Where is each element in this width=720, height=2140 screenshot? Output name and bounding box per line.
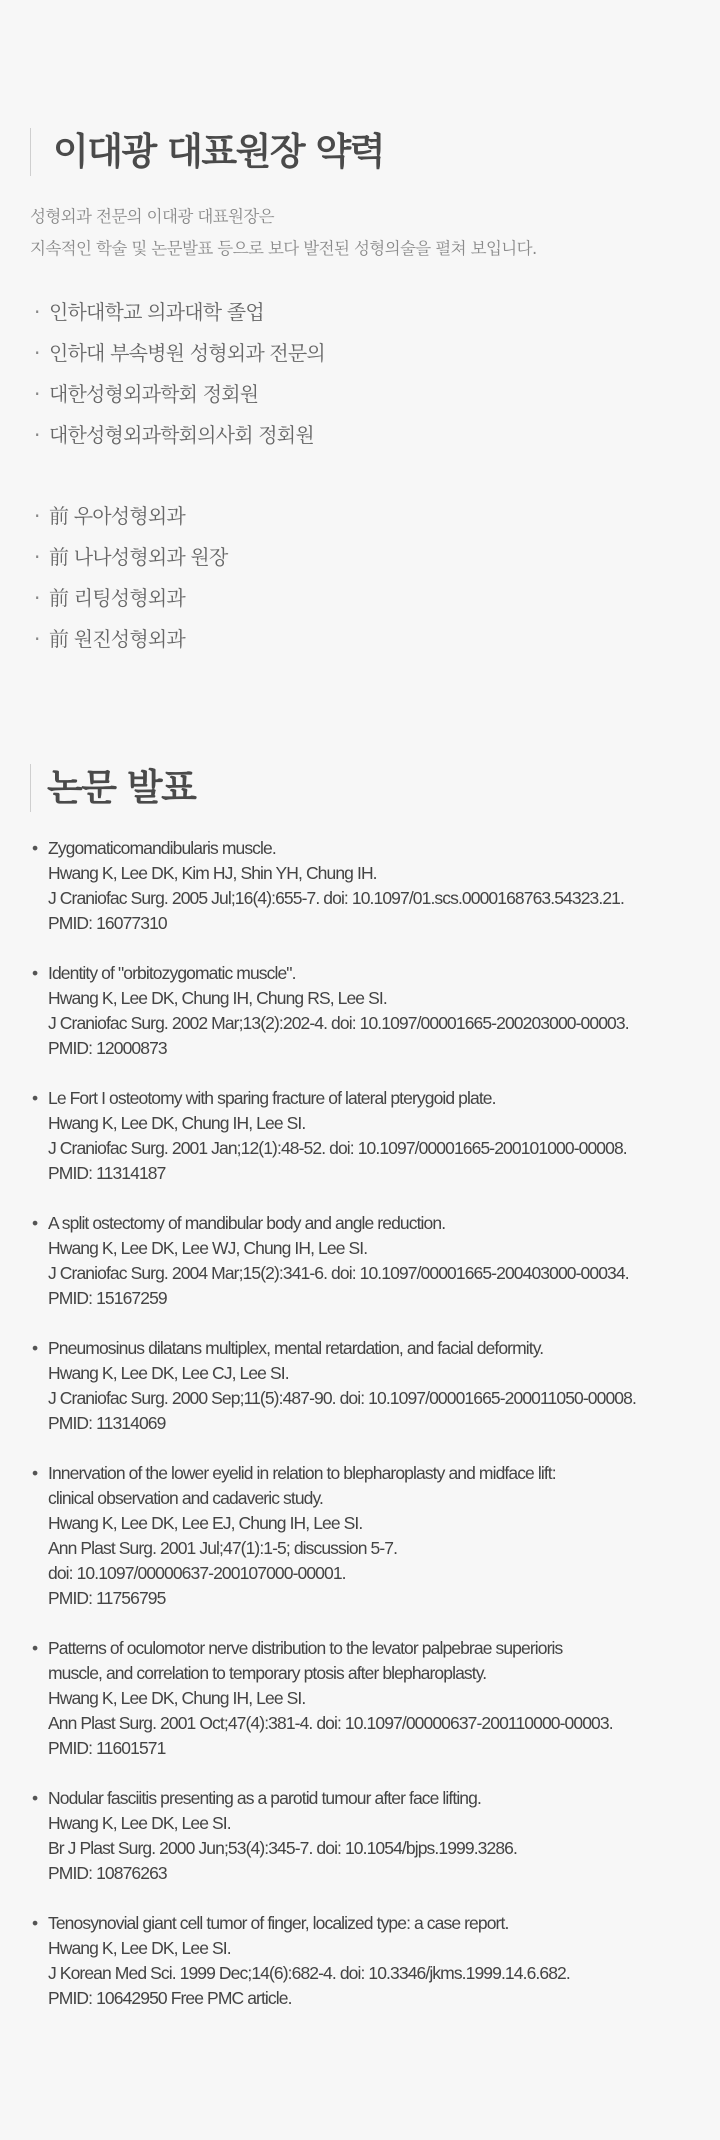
career-item: · 인하대 부속병원 성형외과 전문의: [34, 341, 325, 365]
paper-item: [30, 1086, 710, 1186]
paper-detail: doi: 10.1097/00000637-200107000-00001.: [48, 1563, 346, 1583]
paper-detail: J Craniofac Surg. 2004 Mar;15(2):341-6. doi: 10.1097/00001665-200403000-00034.: [48, 1263, 629, 1283]
paper-detail: Hwang K, Lee DK, Lee SI.: [48, 1813, 231, 1833]
paper-item: [30, 1461, 710, 1611]
bullet-icon: •: [32, 1788, 38, 1808]
bullet-icon: •: [32, 1463, 38, 1483]
paper-title: Patterns of oculomotor nerve distribution to the levator palpebrae superioris: [48, 1638, 563, 1658]
paper-detail: clinical observation and cadaveric study.: [48, 1488, 324, 1508]
paper-detail: Hwang K, Lee DK, Lee EJ, Chung IH, Lee SI.: [48, 1513, 363, 1533]
paper-detail: Ann Plast Surg. 2001 Oct;47(4):381-4. doi: 10.1097/00000637-200110000-00003.: [48, 1713, 613, 1733]
paper-detail: J Korean Med Sci. 1999 Dec;14(6):682-4. doi: 10.3346/jkms.1999.14.6.682.: [48, 1963, 570, 1983]
paper-detail: Hwang K, Lee DK, Chung IH, Chung RS, Lee SI.: [48, 988, 387, 1008]
career-list-previous: [34, 496, 227, 660]
bullet-icon: •: [32, 1088, 38, 1108]
paper-title: Tenosynovial giant cell tumor of finger, localized type: a case report.: [48, 1913, 509, 1933]
intro-line: 지속적인 학술 및 논문발표 등으로 보다 발전된 성형의술을 펼쳐 보입니다.: [30, 239, 537, 258]
bullet-icon: •: [32, 1338, 38, 1358]
paper-detail: PMID: 11601571: [48, 1738, 166, 1758]
paper-detail: PMID: 15167259: [48, 1288, 167, 1308]
paper-detail: PMID: 11314069: [48, 1413, 166, 1433]
paper-detail: Hwang K, Lee DK, Chung IH, Lee SI.: [48, 1688, 306, 1708]
paper-detail: PMID: 10642950 Free PMC article.: [48, 1988, 292, 2008]
paper-item: [30, 1636, 710, 1761]
paper-detail: Ann Plast Surg. 2001 Jul;47(1):1-5; discussion 5-7.: [48, 1538, 398, 1558]
career-intro: [30, 201, 537, 265]
bullet-icon: •: [32, 838, 38, 858]
career-item: · 前 리팅성형외과: [34, 586, 185, 610]
paper-detail: PMID: 16077310: [48, 913, 167, 933]
paper-title: Identity of "orbitozygomatic muscle".: [48, 963, 296, 983]
paper-item: [30, 1911, 710, 2011]
career-item: · 前 원진성형외과: [34, 627, 185, 651]
paper-detail: Hwang K, Lee DK, Lee SI.: [48, 1938, 231, 1958]
paper-detail: PMID: 11756795: [48, 1588, 166, 1608]
career-item: · 인하대학교 의과대학 졸업: [34, 300, 264, 324]
papers-list: [30, 836, 710, 2036]
paper-item: [30, 836, 710, 936]
paper-title: A split ostectomy of mandibular body and angle reduction.: [48, 1213, 446, 1233]
paper-detail: Hwang K, Lee DK, Lee CJ, Lee SI.: [48, 1363, 289, 1383]
paper-detail: J Craniofac Surg. 2001 Jan;12(1):48-52. doi: 10.1097/00001665-200101000-00008.: [48, 1138, 627, 1158]
papers-title: 논문 발표: [30, 764, 195, 812]
paper-title: Innervation of the lower eyelid in relation to blepharoplasty and midface lift:: [48, 1463, 556, 1483]
paper-detail: J Craniofac Surg. 2002 Mar;13(2):202-4. doi: 10.1097/00001665-200203000-00003.: [48, 1013, 629, 1033]
paper-title: Zygomaticomandibularis muscle.: [48, 838, 276, 858]
bullet-icon: •: [32, 1638, 38, 1658]
paper-detail: Br J Plast Surg. 2000 Jun;53(4):345-7. doi: 10.1054/bjps.1999.3286.: [48, 1838, 517, 1858]
bullet-icon: •: [32, 963, 38, 983]
career-list-education: [34, 292, 325, 456]
paper-detail: Hwang K, Lee DK, Chung IH, Lee SI.: [48, 1113, 306, 1133]
paper-detail: J Craniofac Surg. 2005 Jul;16(4):655-7. doi: 10.1097/01.scs.0000168763.54323.21.: [48, 888, 624, 908]
paper-detail: muscle, and correlation to temporary ptosis after blepharoplasty.: [48, 1663, 487, 1683]
paper-detail: PMID: 11314187: [48, 1163, 166, 1183]
career-item: · 前 우아성형외과: [34, 504, 185, 528]
paper-detail: J Craniofac Surg. 2000 Sep;11(5):487-90. doi: 10.1097/00001665-200011050-00008.: [48, 1388, 636, 1408]
career-item: · 대한성형외과학회의사회 정회원: [34, 423, 314, 447]
paper-item: [30, 1786, 710, 1886]
paper-detail: PMID: 10876263: [48, 1863, 167, 1883]
bullet-icon: •: [32, 1213, 38, 1233]
paper-detail: Hwang K, Lee DK, Kim HJ, Shin YH, Chung IH.: [48, 863, 377, 883]
paper-title: Nodular fasciitis presenting as a parotid tumour after face lifting.: [48, 1788, 481, 1808]
paper-detail: Hwang K, Lee DK, Lee WJ, Chung IH, Lee SI.: [48, 1238, 368, 1258]
career-item: · 대한성형외과학회 정회원: [34, 382, 259, 406]
paper-item: [30, 961, 710, 1061]
career-item: · 前 나나성형외과 원장: [34, 545, 228, 569]
paper-title: Pneumosinus dilatans multiplex, mental retardation, and facial deformity.: [48, 1338, 544, 1358]
paper-title: Le Fort I osteotomy with sparing fracture of lateral pterygoid plate.: [48, 1088, 496, 1108]
bullet-icon: •: [32, 1913, 38, 1933]
career-title: 이대광 대표원장 약력: [30, 128, 384, 176]
paper-detail: PMID: 12000873: [48, 1038, 167, 1058]
paper-item: [30, 1336, 710, 1436]
paper-item: [30, 1211, 710, 1311]
intro-line: 성형외과 전문의 이대광 대표원장은: [30, 207, 275, 226]
